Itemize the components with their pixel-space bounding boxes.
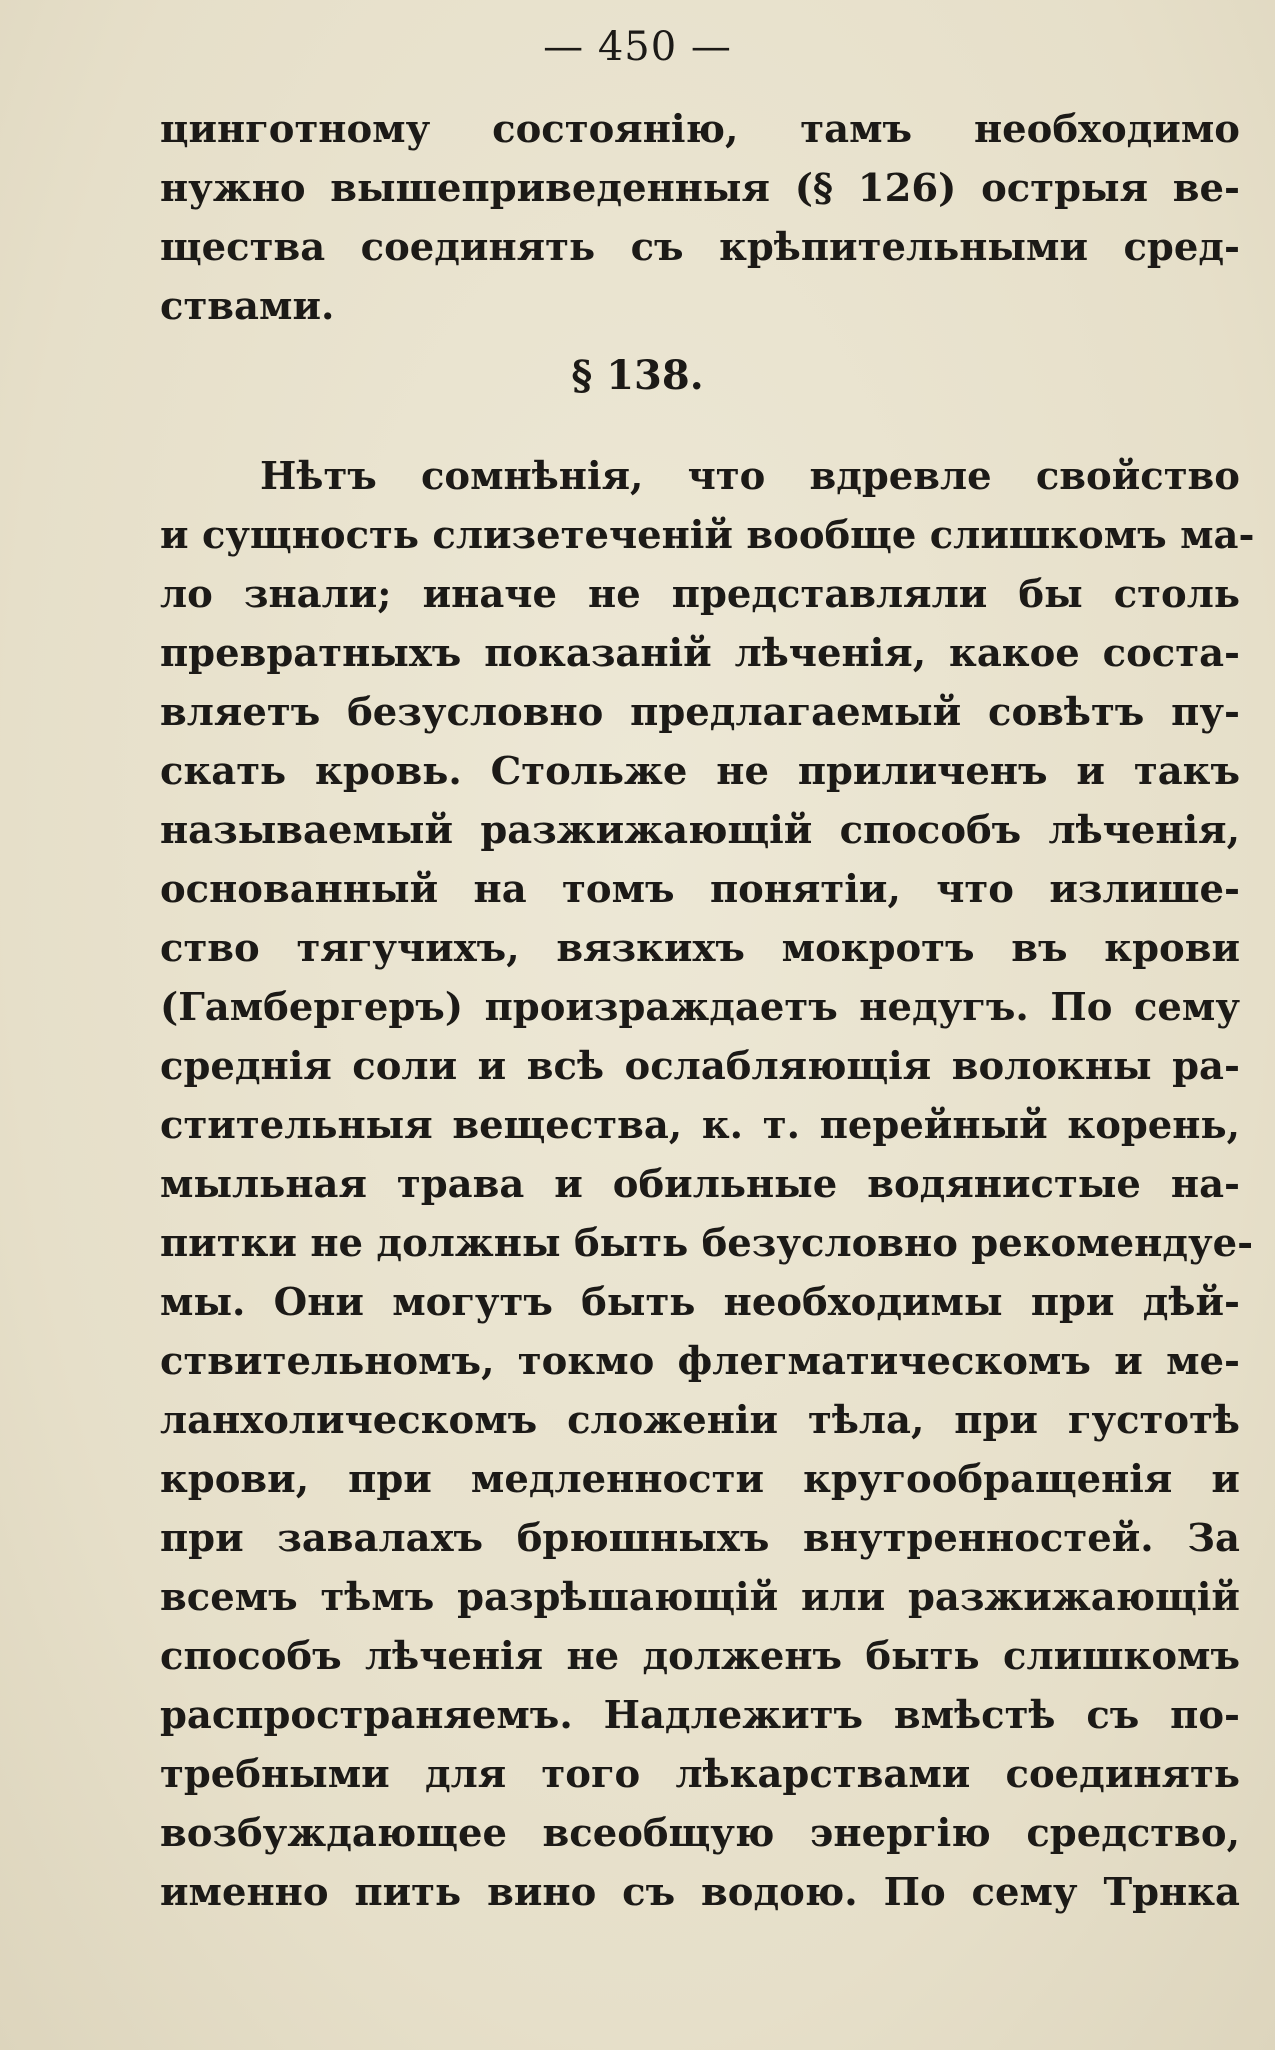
text-line: вляетъ безусловно предлагаемый совѣтъ пу- <box>160 690 1240 735</box>
text-line: превратныхъ показаній лѣченія, какое соста- <box>160 631 1240 676</box>
text-line: стительныя вещества, к. т. перейный корень, <box>160 1103 1240 1148</box>
text-line: цинготному состоянію, тамъ необходимо <box>160 107 1240 152</box>
main-paragraph <box>160 447 1255 1922</box>
text-line: ланхолическомъ сложеніи тѣла, при густотѣ <box>160 1398 1240 1443</box>
section-title: § 138. <box>571 352 704 399</box>
text-line: среднія соли и всѣ ослабляющія волокны ра- <box>160 1044 1240 1089</box>
text-line: питки не должны быть безусловно рекомендуе- <box>160 1221 1254 1266</box>
text-line: основанный на томъ понятіи, что излише- <box>160 867 1240 912</box>
text-line: и сущность слизетеченій вообще слишкомъ ма- <box>160 513 1255 558</box>
text-line: ло знали; иначе не представляли бы столь <box>160 572 1240 617</box>
text-line: способъ лѣченія не долженъ быть слишкомъ <box>160 1634 1240 1679</box>
text-line: крови, при медленности кругообращенія и <box>160 1457 1240 1502</box>
text-line: ствами. <box>160 284 335 329</box>
text-line: распространяемъ. Надлежитъ вмѣстѣ съ по- <box>160 1693 1240 1738</box>
page-number: — 450 — <box>543 24 732 70</box>
text-line: именно пить вино съ водою. По сему Трнка <box>160 1870 1240 1915</box>
text-line: ствительномъ, токмо флегматическомъ и ме- <box>160 1339 1240 1384</box>
text-line: скать кровь. Стольже не приличенъ и такъ <box>160 749 1240 794</box>
text-line: при завалахъ брюшныхъ внутренностей. За <box>160 1516 1240 1561</box>
text-line: щества соединять съ крѣпительными сред- <box>160 225 1240 270</box>
top-paragraph <box>160 100 1240 336</box>
text-line: Нѣтъ сомнѣнія, что вдревле свойство <box>260 454 1240 499</box>
text-line: возбуждающее всеобщую энергію средство, <box>160 1811 1240 1856</box>
text-line: мыльная трава и обильные водянистые на- <box>160 1162 1240 1207</box>
text-line: всемъ тѣмъ разрѣшающій или разжижающій <box>160 1575 1240 1620</box>
text-line: мы. Они могутъ быть необходимы при дѣй- <box>160 1280 1240 1325</box>
text-line: требными для того лѣкарствами соединять <box>160 1752 1240 1797</box>
text-line: нужно вышеприведенныя (§ 126) острыя ве- <box>160 166 1240 211</box>
text-line: (Гамбергеръ) произраждаетъ недугъ. По сему <box>160 985 1240 1030</box>
text-line: называемый разжижающій способъ лѣченія, <box>160 808 1240 853</box>
text-line: ство тягучихъ, вязкихъ мокротъ въ крови <box>160 926 1240 971</box>
